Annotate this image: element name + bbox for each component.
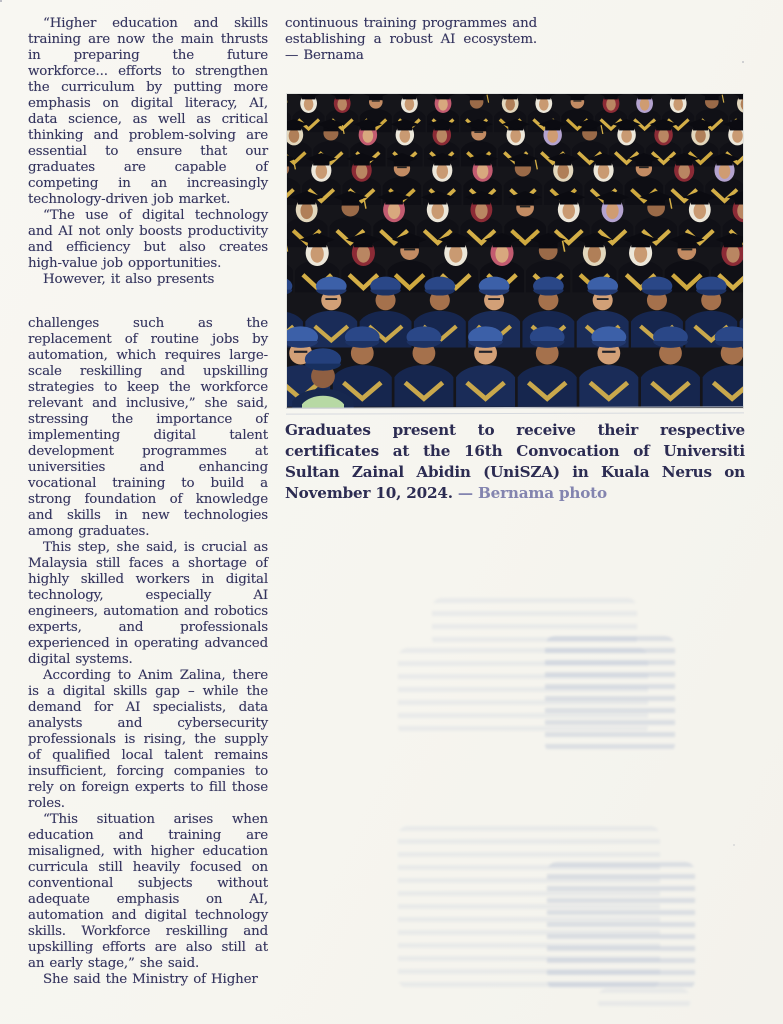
photo-caption-text: Graduates present to receive their respective certificates at the 16th Convocation of Universiti Sultan Zainal Abidin (UniSZA) in Kuala Nerus on November 10, 2024. xyxy=(285,421,745,502)
print-bleed-artifact xyxy=(598,988,690,1012)
article-left-column xyxy=(28,16,268,988)
article-right-column xyxy=(285,16,537,64)
graduates-crowd-illustration xyxy=(287,94,743,408)
convocation-photo xyxy=(287,94,743,408)
scan-speck xyxy=(0,0,2,2)
column-gap xyxy=(28,288,268,316)
print-bleed-artifact xyxy=(545,636,675,754)
article-paragraph-3: However, it also presents xyxy=(43,272,215,287)
article-paragraph-7: She said the Ministry of Higher xyxy=(43,972,258,987)
article-paragraph-continuation: continuous training programmes and establishing a robust AI ecosystem. — Bernama xyxy=(285,16,537,63)
photo-caption-credit: — Bernama photo xyxy=(457,484,607,502)
article-paragraph-6: “This situation arises when education and training are misaligned, with higher education curricula still heavily focused on conventional subjects without adequate emphasis on AI, automation and digital technology skills. Workforce reskilling and upskilling efforts are also still at an early stage,” she said. xyxy=(28,812,268,971)
article-paragraph-2: “The use of digital technology and AI not only boosts productivity and efficiency but also creates high-value job opportunities. xyxy=(28,208,268,271)
article-paragraph-3-continued: challenges such as the replacement of routine jobs by automation, which requires large-scale reskilling and upskilling strategies to keep the workforce relevant and inclusive,” she said, stressing the importance of implementing digital talent development programmes at universities and enhancing vocational training to build a strong foundation of knowledge and skills in new technologies among graduates. xyxy=(28,316,268,539)
article-paragraph-4: This step, she said, is crucial as Malaysia still faces a shortage of highly skilled workers in digital technology, especially AI engineers, automation and robotics experts, and professionals experienced in operating advanced digital systems. xyxy=(28,540,268,667)
photo-scan-edge xyxy=(286,406,744,414)
photo-caption xyxy=(285,420,745,504)
print-bleed-artifact xyxy=(547,862,695,990)
article-paragraph-1: “Higher education and skills training are now the main thrusts in preparing the future workforce... efforts to strengthen the curriculum by putting more emphasis on digital literacy, AI, data science, as well as critical thinking and problem-solving are essential to ensure that our graduates are capable of competing in an increasingly technology-driven job market. xyxy=(28,16,268,207)
article-paragraph-5: According to Anim Zalina, there is a digital skills gap – while the demand for AI specialists, data analysts and cybersecurity professionals is rising, the supply of qualified local talent remains insufficient, forcing companies to rely on foreign experts to fill those roles. xyxy=(28,668,268,811)
